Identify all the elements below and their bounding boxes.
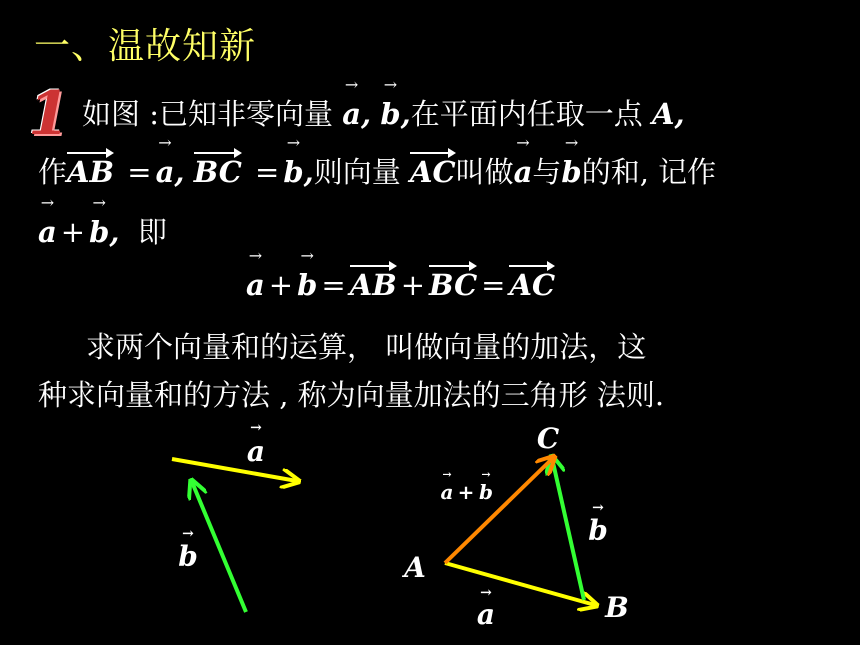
point-C-label: C [536,422,560,455]
line3-ji: 即 [137,215,167,249]
triangle-vector-a-arrow [445,563,595,605]
left-a-label: a [246,435,266,468]
vector-AB: AB [67,155,115,189]
equals-sign: = [321,268,346,302]
line1-suffix: 在平面内任取一点 [410,97,643,131]
vector-BC: BC [429,268,478,302]
sum-label-b: b [479,480,493,504]
vector-AC: AC [509,268,556,302]
arrow-glyph: → [592,500,604,516]
problem-number-badge: 1 [28,79,70,149]
comma: , [674,97,685,131]
point-A: A [651,97,675,131]
vector-b: → b [297,268,317,302]
triangle-a-label: a [476,598,496,631]
sum-label-plus: + [457,480,475,504]
vector-AB: AB [349,268,397,302]
comma: , [400,97,411,131]
equals-sign: = [127,155,152,189]
vector-b: → b [561,155,581,189]
vector-a: → a [246,268,265,302]
line2-mid: 则向量 [313,155,401,189]
plus-sign: + [268,268,294,302]
text-line-5: 求两个向量和的运算， 叫做向量的加法，这 [86,330,647,364]
vector-a: → a [514,155,533,189]
triangle-sum-arrow [445,458,553,563]
line1-prefix: 如图 :已知非零向量 [82,97,333,131]
comma: , [361,97,372,131]
line2-zuo: 作 [38,155,68,189]
text-line-6: 种求向量和的方法 , 称为向量加法的三角形 法则. [38,378,665,412]
free-vector-a-arrow [172,459,297,481]
vector-a: → a [156,155,175,189]
arrow-glyph: → [481,468,491,481]
comma: , [109,215,120,249]
plus-sign: + [60,215,86,249]
sum-label-a: a [440,480,454,504]
free-vector-b-arrow [192,482,246,612]
left-b-label: b [178,540,198,573]
equals-sign: = [481,268,506,302]
plus-sign: + [400,268,426,302]
vector-AC: AC [409,155,456,189]
line2-jiaozuo: 叫做 [455,155,514,189]
arrow-glyph: → [250,420,262,436]
equals-sign: = [255,155,280,189]
point-B-label: B [605,591,629,624]
section-title: 一、温故知新 [34,26,257,67]
triangle-b-label: b [588,514,608,547]
comma: , [303,155,314,189]
comma: , [174,155,185,189]
vector-a: → a [38,215,57,249]
line2-end: 的和, 记作 [581,155,717,189]
vector-a: → a [342,97,361,131]
line2-yu: 与 [532,155,562,189]
vector-b: → b [89,215,109,249]
arrow-glyph: → [182,526,194,542]
vector-BC: BC [193,155,242,189]
point-A-label: A [404,551,426,584]
vector-b: → b [283,155,303,189]
arrow-glyph: → [480,585,492,601]
vector-b: → b [380,97,400,131]
triangle-vector-b-arrow [552,458,584,600]
arrow-glyph: → [442,468,452,481]
